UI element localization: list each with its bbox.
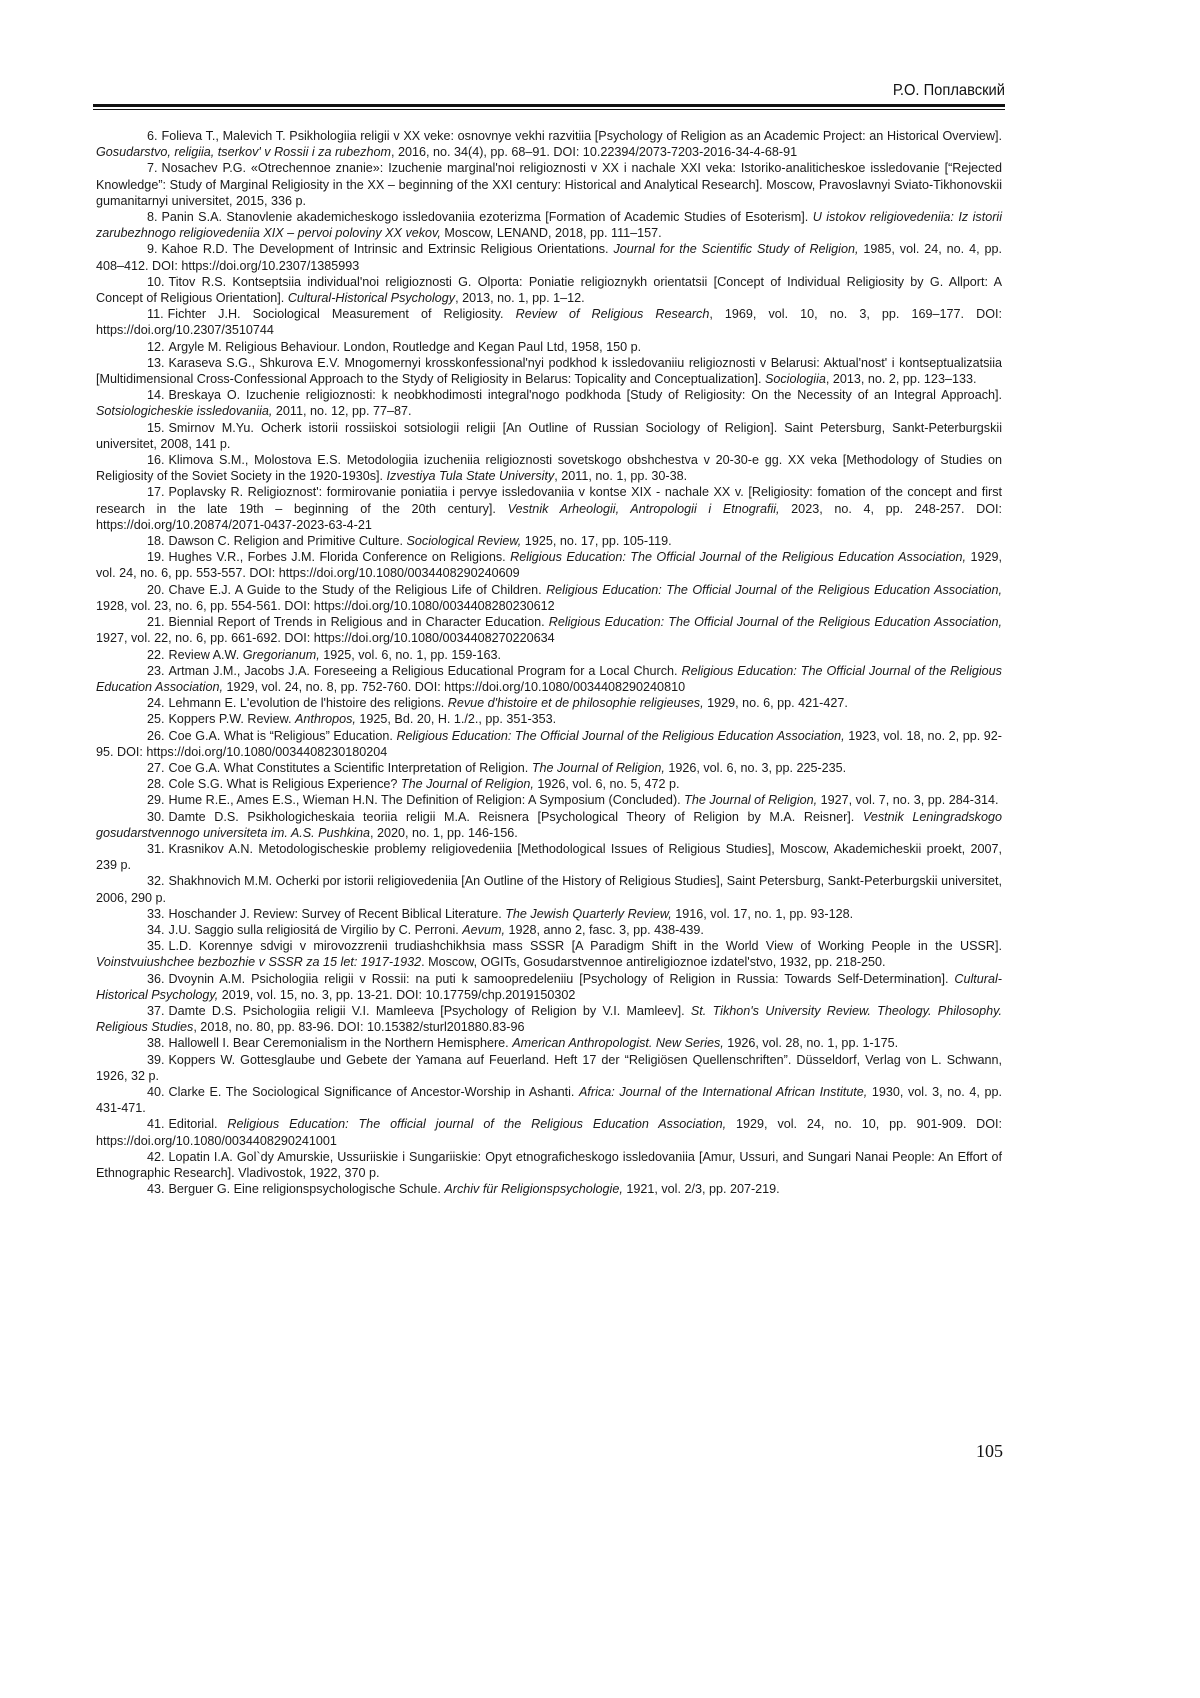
reference-text: Panin S.A. Stanovlenie akademicheskogo issledovaniia ezoterizma [Formation of Academic Studies of Esoterism]. — [161, 210, 813, 225]
reference-item — [96, 1116, 1002, 1148]
reference-text: Cole S.G. What is Religious Experience? — [168, 777, 401, 792]
reference-number: 6. — [147, 129, 158, 143]
header-rule-thin — [93, 109, 1005, 110]
reference-number: 30. — [147, 809, 165, 824]
reference-source-title: Vestnik Arheologii, Antropologii i Etnografii, — [507, 501, 780, 516]
reference-number: 20. — [147, 582, 165, 597]
reference-number: 37. — [147, 1003, 165, 1018]
reference-item — [96, 1181, 1002, 1197]
reference-text: , 2018, no. 80, pp. 83-96. DOI: 10.15382/sturl201880.83-96 — [193, 1020, 525, 1035]
reference-source-title: Africa: Journal of the International African Institute, — [579, 1084, 868, 1099]
reference-item — [96, 241, 1002, 273]
reference-item — [96, 484, 1002, 533]
reference-text: Klimova S.M., Molostova E.S. Metodologiia izucheniia religioznosti sovetskogo obshchestva v 20-30-e gg. XX veka [Methodology of Studies on Religiosity of the Soviet Society in the 1920-1930s]. — [96, 453, 1002, 484]
reference-text: 1925, Bd. 20, H. 1./2., pp. 351-353. — [355, 712, 557, 727]
reference-source-title: Cultural-Historical Psychology — [287, 291, 456, 306]
reference-text: Fichter J.H. Sociological Measurement of Religiosity. — [167, 307, 516, 322]
reference-source-title: Religious Education: The Official Journal of the Religious Education Association, — [96, 663, 1002, 694]
reference-item — [96, 809, 1002, 841]
reference-number: 43. — [147, 1182, 165, 1197]
reference-number: 31. — [147, 841, 165, 856]
reference-item — [96, 906, 1002, 922]
reference-item — [96, 663, 1002, 695]
reference-source-title: Sociologiia — [764, 372, 826, 387]
reference-text: Smirnov M.Yu. Ocherk istorii rossiiskoi sotsiologii religii [An Outline of Russian Sociology of Religion]. Saint Petersburg, Sankt-Peterburgskii universitet, 2008, 141 p. — [96, 420, 1002, 451]
reference-source-title: Gosudarstvo, religiia, tserkov' v Rossii i za rubezhom — [96, 145, 391, 160]
reference-text: 1927, vol. 22, no. 6, pp. 661-692. DOI: https://doi.org/10.1080/0034408270220634 — [96, 631, 555, 646]
reference-item — [96, 582, 1002, 614]
reference-source-title: Archiv für Religionspsychologie, — [444, 1182, 623, 1197]
reference-text: Dawson C. Religion and Primitive Culture. — [168, 534, 407, 549]
reference-number: 34. — [147, 922, 165, 937]
reference-text: Titov R.S. Kontseptsiia individual'noi religioznosti G. Olporta: Poniatie religioznykh orientatsii [Concept of Individual Religiosity by G. Allport: A Concept of Religious Orientation]. — [96, 274, 1002, 306]
reference-item — [96, 549, 1002, 581]
reference-text: 1916, vol. 17, no. 1, pp. 93-128. — [671, 906, 854, 921]
reference-number: 28. — [147, 777, 165, 792]
reference-source-title: Vestnik Leningradskogo gosudarstvennogo universiteta im. A.S. Pushkina — [96, 809, 1002, 840]
reference-text: , 2011, no. 1, pp. 30-38. — [554, 469, 688, 484]
reference-item — [96, 792, 1002, 808]
reference-item — [96, 776, 1002, 792]
reference-number: 27. — [147, 760, 165, 775]
reference-source-title: Religious Education: The Official Journal of the Religious Education Association, — [548, 615, 1003, 630]
reference-item — [96, 1052, 1002, 1084]
reference-text: Lopatin I.A. Gol`dy Amurskie, Ussuriiskie i Sungariiskie: Opyt etnograficheskogo issledovaniia [Amur, Ussuri, and Sungari Nanai People: An Effort of Ethnographic Research]. Vladivostok, 1922, 370 p. — [96, 1149, 1002, 1180]
reference-item — [96, 274, 1002, 306]
reference-number: 23. — [147, 663, 165, 678]
reference-text: Argyle M. Religious Behaviour. London, Routledge and Kegan Paul Ltd, 1958, 150 p. — [168, 339, 642, 354]
reference-text: Editorial. — [168, 1117, 228, 1132]
reference-text: Hume R.E., Ames E.S., Wieman H.N. The Definition of Religion: A Symposium (Concluded). — [168, 793, 685, 808]
reference-text: Hughes V.R., Forbes J.M. Florida Conference on Religions. — [168, 550, 511, 565]
reference-item — [96, 128, 1002, 160]
reference-text: Chave E.J. A Guide to the Study of the Religious Life of Children. — [168, 582, 547, 597]
reference-text: . Moscow, OGITs, Gosudarstvennoe antireligioznoe izdatel'stvo, 1932, pp. 218-250. — [421, 955, 886, 970]
reference-source-title: Cultural-Historical Psychology, — [96, 971, 1002, 1002]
reference-source-title: U istokov religiovedeniia: Iz istorii zarubezhnogo religiovedeniia XIX – pervoi poloviny XX vekov, — [96, 210, 1002, 241]
reference-item — [96, 922, 1002, 938]
reference-item — [96, 420, 1002, 452]
reference-number: 29. — [147, 793, 165, 808]
running-head: Р.О. Поплавский — [892, 82, 1005, 99]
reference-item — [96, 209, 1002, 241]
reference-source-title: The Journal of Religion, — [400, 777, 534, 792]
reference-source-title: Religious Education: The Official Journal of the Religious Education Association, — [510, 550, 967, 565]
reference-text: Shakhnovich M.M. Ocherki por istorii religiovedeniia [An Outline of the History of Religious Studies], Saint Petersburg, Sankt-Peterburgskii universitet, 2006, 290 p. — [96, 874, 1002, 905]
reference-source-title: Revue d'histoire et de philosophie religieuses, — [447, 696, 704, 711]
reference-text: Moscow, LENAND, 2018, pp. 111–157. — [440, 226, 662, 241]
reference-text: 1928, vol. 23, no. 6, pp. 554-561. DOI: https://doi.org/10.1080/0034408280230612 — [96, 598, 555, 613]
reference-text: Coe G.A. What Constitutes a Scientific Interpretation of Religion. — [168, 760, 532, 775]
reference-number: 24. — [147, 696, 165, 711]
reference-text: Coe G.A. What is “Religious” Education. — [168, 728, 397, 743]
reference-text: Berguer G. Eine religionspsychologische Schule. — [168, 1182, 445, 1197]
reference-number: 16. — [147, 453, 165, 468]
reference-text: 2019, vol. 15, no. 3, pp. 13-21. DOI: 10.17759/chp.2019150302 — [218, 987, 576, 1002]
reference-item — [96, 1084, 1002, 1116]
reference-source-title: Religious Education: The Official Journal of the Religious Education Association, — [396, 728, 845, 743]
reference-item — [96, 1035, 1002, 1051]
reference-number: 17. — [147, 485, 165, 500]
reference-text: Hallowell I. Bear Ceremonialism in the Northern Hemisphere. — [168, 1036, 513, 1051]
reference-item — [96, 938, 1002, 970]
reference-source-title: Sociological Review, — [406, 534, 522, 549]
reference-text: Damte D.S. Psikhologicheskaia teoriia religii M.A. Reisnera [Psychological Theory of Religion by M.A. Reisner]. — [168, 809, 863, 824]
reference-number: 13. — [147, 355, 165, 370]
reference-number: 42. — [147, 1149, 165, 1164]
reference-source-title: Religious Education: The Official Journal of the Religious Education Association, — [546, 582, 1003, 597]
reference-text: Koppers P.W. Review. — [168, 712, 295, 727]
reference-text: 1925, vol. 6, no. 1, pp. 159-163. — [319, 647, 502, 662]
reference-item — [96, 306, 1002, 338]
header-rule-thick — [93, 104, 1005, 107]
reference-source-title: Anthropos, — [294, 712, 356, 727]
reference-text: 1929, vol. 24, no. 6, pp. 553-557. DOI: https://doi.org/10.1080/0034408290240609 — [96, 550, 1003, 581]
reference-number: 8. — [147, 210, 158, 225]
reference-source-title: The Journal of Religion, — [531, 760, 665, 775]
reference-number: 33. — [147, 906, 165, 921]
reference-number: 35. — [147, 939, 165, 954]
reference-item — [96, 1149, 1002, 1181]
reference-number: 12. — [147, 339, 165, 354]
reference-source-title: Journal for the Scientific Study of Religion, — [613, 242, 859, 257]
reference-source-title: St. Tikhon's University Review. Theology. Philosophy. Religious Studies — [96, 1003, 1002, 1035]
reference-text: 2011, no. 12, pp. 77–87. — [272, 404, 412, 419]
reference-item — [96, 647, 1002, 663]
reference-text: , 2013, no. 1, pp. 1–12. — [455, 291, 585, 306]
reference-text: Hoschander J. Review: Survey of Recent Biblical Literature. — [168, 906, 506, 921]
reference-text: J.U. Saggio sulla religiositá de Virgilio by C. Perroni. — [168, 922, 463, 937]
reference-number: 38. — [147, 1036, 165, 1051]
reference-text: 1985, vol. 24, no. 4, pp. 408–412. DOI: https://doi.org/10.2307/1385993 — [96, 242, 1002, 273]
reference-item — [96, 971, 1002, 1003]
reference-source-title: Gregorianum, — [242, 647, 320, 662]
reference-text: 1930, vol. 3, no. 4, pp. 431-471. — [96, 1084, 1002, 1116]
reference-text: , 2016, no. 34(4), pp. 68–91. DOI: 10.22394/2073-7203-2016-34-4-68-91 — [390, 145, 798, 160]
reference-text: Review A.W. — [168, 647, 243, 662]
reference-source-title: Review of Religious Research — [515, 307, 710, 322]
reference-source-title: Religious Education: The official journal of the Religious Education Association, — [227, 1117, 727, 1132]
reference-number: 22. — [147, 647, 165, 662]
reference-text: 1927, vol. 7, no. 3, pp. 284-314. — [817, 793, 999, 808]
reference-text: , 2013, no. 2, pp. 123–133. — [825, 372, 977, 387]
reference-text: Nosachev P.G. «Otrechennoe znanie»: Izuchenie marginal'noi religioznosti v XX i nachale XXI veka: Istoriko-analiticheskoe issledovanie [“Rejected Knowledge”: Study of Marginal Religiosity in the XX – beginning of the XXI century: Historical and Analytical Research]. Moscow, Pravoslavnyi Sviato-Tikhonovskii gumanitarnyi universitet, 2015, 336 p. — [96, 161, 1002, 208]
reference-text: , 1969, vol. 10, no. 3, pp. 169–177. DOI: https://doi.org/10.2307/3510744 — [96, 307, 1003, 338]
reference-source-title: Aevum, — [462, 922, 505, 937]
reference-text: Poplavsky R. Religioznost': formirovanie poniatiia i pervye issledovaniia v kontse XIX - nachale XX v. [Religiosity: fomation of the concept and first research in the late 19th – beginning of the 20th century]. — [96, 485, 1002, 516]
reference-text: Artman J.M., Jacobs J.A. Foreseeing a Religious Educational Program for a Local Church. — [168, 663, 682, 678]
reference-number: 9. — [147, 242, 158, 257]
reference-item — [96, 728, 1002, 760]
reference-source-title: Sotsiologicheskie issledovaniia, — [96, 404, 273, 419]
reference-text: Koppers W. Gottesglaube und Gebete der Yamana auf Feuerland. Heft 17 der “Religiösen Quellenschriften”. Düsseldorf, Verlag von L. Schwann, 1926, 32 p. — [96, 1052, 1002, 1083]
reference-number: 19. — [147, 550, 165, 565]
reference-item — [96, 760, 1002, 776]
reference-text: 1925, no. 17, pp. 105-119. — [521, 534, 672, 549]
reference-source-title: Voinstvuiushchee bezbozhie v SSSR za 15 let: 1917-1932 — [96, 955, 422, 970]
reference-text: 1921, vol. 2/3, pp. 207-219. — [622, 1182, 780, 1197]
reference-item — [96, 452, 1002, 484]
reference-number: 32. — [147, 874, 165, 889]
reference-item — [96, 339, 1002, 355]
reference-list — [96, 128, 1002, 1197]
reference-number: 39. — [147, 1052, 165, 1067]
reference-number: 41. — [147, 1117, 165, 1132]
reference-number: 15. — [147, 420, 165, 435]
reference-item — [96, 873, 1002, 905]
reference-number: 10. — [147, 274, 165, 289]
reference-text: 1929, no. 6, pp. 421-427. — [703, 696, 848, 711]
reference-text: Dvoynin A.M. Psichologiia religii v Rossii: na puti k samoopredeleniiu [Psychology of Religion in Russia: Towards Self-Determination]. — [168, 971, 955, 986]
reference-text: 1926, vol. 28, no. 1, pp. 1-175. — [723, 1036, 899, 1051]
reference-text: 1928, anno 2, fasc. 3, pp. 438-439. — [504, 922, 704, 937]
reference-text: 1923, vol. 18, no. 2, pp. 92-95. DOI: https://doi.org/10.1080/0034408230180204 — [96, 728, 1002, 759]
reference-item — [96, 695, 1002, 711]
page-number: 105 — [976, 1441, 1003, 1461]
reference-item — [96, 841, 1002, 873]
reference-text: 2023, no. 4, pp. 248-257. DOI: https://doi.org/10.20874/2071-0437-2023-63-4-21 — [96, 501, 1002, 532]
reference-number: 11. — [147, 307, 164, 322]
reference-text: 1926, vol. 6, no. 5, 472 p. — [533, 777, 680, 792]
reference-source-title: The Jewish Quarterly Review, — [505, 906, 672, 921]
reference-text: Krasnikov A.N. Metodologischeskie problemy religiovedeniia [Methodological Issues of Religious Studies], Moscow, Akademicheskii proekt, 2007, 239 p. — [96, 841, 1002, 873]
reference-text: Folieva T., Malevich T. Psikhologiia religii v XX veke: osnovnye vekhi razvitiia [Psychology of Religion as an Academic Project: an Historical Overview]. — [161, 129, 1002, 143]
reference-item — [96, 533, 1002, 549]
reference-number: 21. — [147, 615, 165, 630]
reference-source-title: Izvestiya Tula State University — [386, 469, 555, 484]
reference-text: Lehmann E. L'evolution de l'histoire des religions. — [168, 696, 448, 711]
reference-item — [96, 355, 1002, 387]
reference-number: 26. — [147, 728, 165, 743]
reference-number: 40. — [147, 1084, 165, 1099]
reference-text: Breskaya O. Izuchenie religioznosti: k neobkhodimosti integral'nogo podkhoda [Study of Religiosity: On the Necessity of an Integral Approach]. — [168, 388, 1002, 403]
reference-text: 1929, vol. 24, no. 10, pp. 901-909. DOI: https://doi.org/10.1080/0034408290241001 — [96, 1117, 1002, 1148]
reference-source-title: American Anthropologist. New Series, — [512, 1036, 724, 1051]
reference-text: Clarke E. The Sociological Significance of Ancestor-Worship in Ashanti. — [168, 1084, 580, 1099]
reference-text: Karaseva S.G., Shkurova E.V. Mnogomernyi krosskonfessional'nyi podkhod k issledovaniiu religioznosti v Belarusi: Aktual'nost' i kontseptualizatsiia [Multidimensional Cross-Confessional Approach to the Stydy of Religiosity in Belarus: Topicality and Conceptualization]. — [96, 355, 1002, 387]
reference-text: L.D. Korennye sdvigi v mirovozzrenii trudiashchikhsia mass SSSR [A Paradigm Shift in the World View of Working People in the USSR]. — [168, 939, 1002, 954]
reference-text: , 2020, no. 1, pp. 146-156. — [369, 825, 518, 840]
reference-text: Damte D.S. Psichologiia religii V.I. Mamleeva [Psychology of Religion by V.I. Mamleev]. — [168, 1003, 691, 1018]
reference-number: 7. — [147, 161, 158, 176]
reference-text: Biennial Report of Trends in Religious and in Character Education. — [168, 615, 549, 630]
reference-number: 14. — [147, 388, 165, 403]
reference-item — [96, 1003, 1002, 1035]
reference-number: 36. — [147, 971, 165, 986]
reference-number: 25. — [147, 712, 165, 727]
reference-item — [96, 614, 1002, 646]
reference-text: 1929, vol. 24, no. 8, pp. 752-760. DOI: https://doi.org/10.1080/0034408290240810 — [222, 679, 686, 694]
reference-item — [96, 711, 1002, 727]
reference-source-title: The Journal of Religion, — [684, 793, 818, 808]
reference-number: 18. — [147, 534, 165, 549]
reference-text: 1926, vol. 6, no. 3, pp. 225-235. — [664, 760, 847, 775]
reference-text: Kahoe R.D. The Development of Intrinsic and Extrinsic Religious Orientations. — [161, 242, 614, 257]
reference-item — [96, 160, 1002, 209]
reference-item — [96, 387, 1002, 419]
